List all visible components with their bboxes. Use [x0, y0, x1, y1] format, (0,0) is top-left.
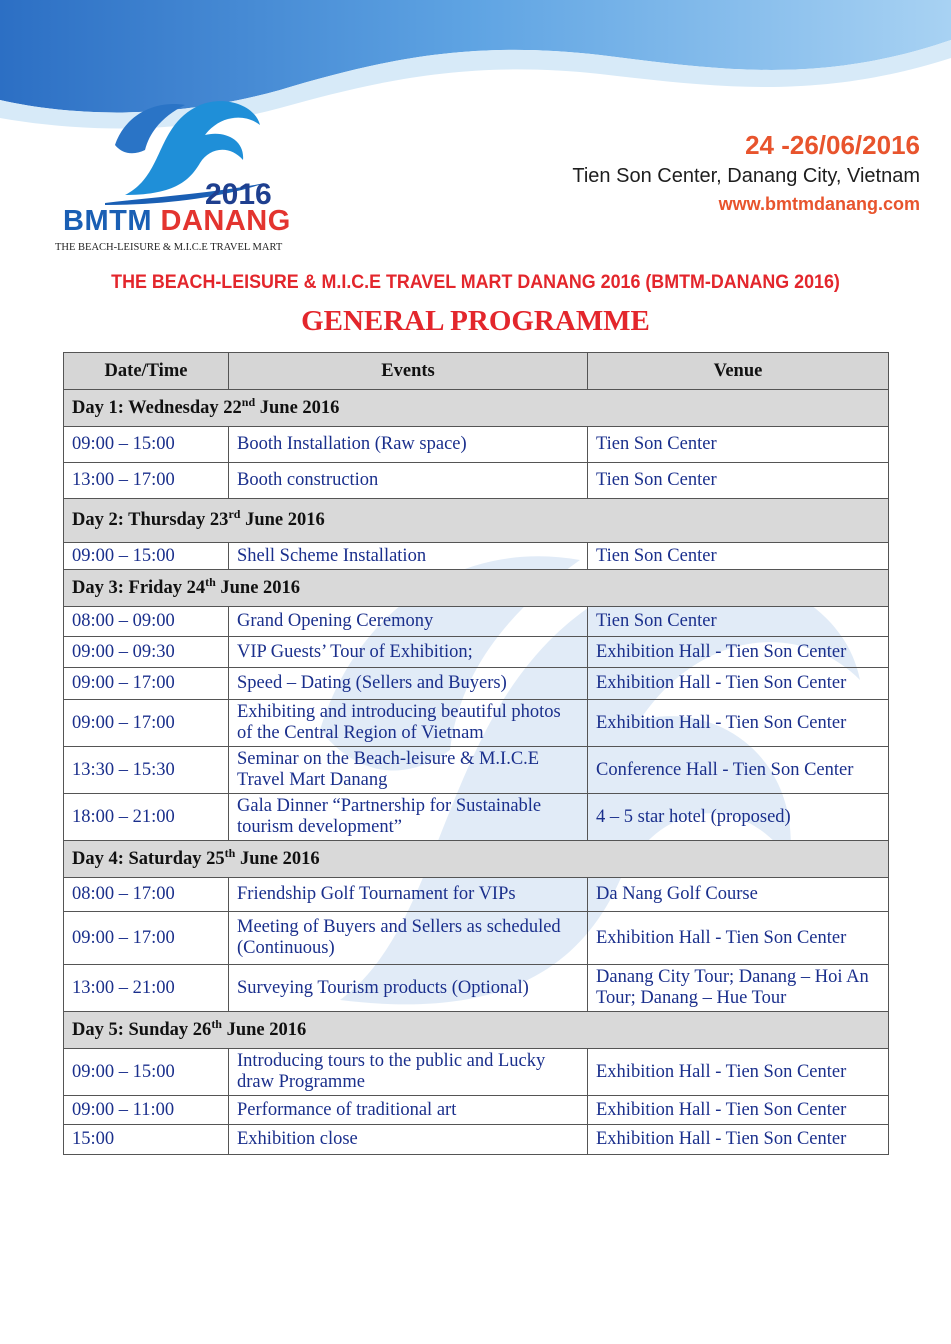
event-website: www.bmtmdanang.com: [718, 194, 920, 214]
day-label: [64, 499, 889, 543]
time-cell: 09:00 – 11:00: [64, 1096, 229, 1125]
day-label-text: Day 4: Saturday 25: [72, 848, 225, 869]
table-row: [64, 878, 889, 912]
day-label-ordinal: th: [211, 1016, 222, 1031]
venue-cell: Tien Son Center: [588, 427, 889, 463]
venue-cell: Exhibition Hall - Tien Son Center: [588, 1096, 889, 1125]
day-label: [64, 1012, 889, 1049]
table-row: [64, 668, 889, 700]
venue-cell: Exhibition Hall - Tien Son Center: [588, 912, 889, 965]
time-cell: 18:00 – 21:00: [64, 794, 229, 841]
time-cell: 09:00 – 17:00: [64, 912, 229, 965]
day-label: [64, 390, 889, 427]
table-row: [64, 1049, 889, 1096]
event-cell: Shell Scheme Installation: [229, 543, 588, 570]
event-info: [572, 128, 920, 218]
day-label-text: Day 5: Sunday 26: [72, 1019, 212, 1040]
time-cell: 13:00 – 17:00: [64, 463, 229, 499]
logo-name: [63, 205, 291, 238]
day-label-text: Day 2: Thursday 23: [72, 510, 229, 530]
venue-cell: Da Nang Golf Course: [588, 878, 889, 912]
event-cell: Exhibiting and introducing beautiful photos of the Central Region of Vietnam: [229, 700, 588, 747]
event-cell: Grand Opening Ceremony: [229, 607, 588, 637]
table-row: [64, 607, 889, 637]
time-cell: 13:00 – 21:00: [64, 965, 229, 1012]
day-label-text: Day 1: Wednesday 22: [72, 397, 242, 418]
day-label-month: June 2016: [240, 510, 325, 530]
logo-name-bmtm: BMTM: [63, 205, 161, 237]
table-row: [64, 1096, 889, 1125]
day-row: [64, 570, 889, 607]
venue-cell: Exhibition Hall - Tien Son Center: [588, 1049, 889, 1096]
table-row: [64, 747, 889, 794]
event-cell: Seminar on the Beach-leisure & M.I.C.E Travel Mart Danang: [229, 747, 588, 794]
day-label-ordinal: th: [205, 574, 216, 589]
day-label-ordinal: nd: [241, 394, 256, 409]
table-row: [64, 637, 889, 668]
document-subtitle: GENERAL PROGRAMME: [301, 305, 650, 337]
venue-cell: Danang City Tour; Danang – Hoi An Tour; Danang – Hue Tour: [588, 965, 889, 1012]
event-cell: Surveying Tourism products (Optional): [229, 965, 588, 1012]
table-row: [64, 965, 889, 1012]
day-row: [64, 841, 889, 878]
venue-cell: Exhibition Hall - Tien Son Center: [588, 637, 889, 668]
logo-tagline: THE BEACH-LEISURE & M.I.C.E TRAVEL MART: [55, 242, 283, 253]
table-row: [64, 463, 889, 499]
day-label-month: June 2016: [221, 1019, 307, 1040]
time-cell: 09:00 – 15:00: [64, 543, 229, 570]
event-cell: Gala Dinner “Partnership for Sustainable tourism development”: [229, 794, 588, 841]
event-dates: 24 -26/06/2016: [745, 130, 920, 160]
event-cell: Booth construction: [229, 463, 588, 499]
time-cell: 08:00 – 09:00: [64, 607, 229, 637]
time-cell: 15:00: [64, 1125, 229, 1155]
day-label-month: June 2016: [215, 577, 301, 598]
time-cell: 09:00 – 15:00: [64, 1049, 229, 1096]
time-cell: 08:00 – 17:00: [64, 878, 229, 912]
venue-cell: Conference Hall - Tien Son Center: [588, 747, 889, 794]
table-header-row: [64, 353, 889, 390]
column-header-events: Events: [229, 353, 588, 390]
venue-cell: Tien Son Center: [588, 607, 889, 637]
logo-year: 2016: [205, 178, 272, 211]
event-cell: Friendship Golf Tournament for VIPs: [229, 878, 588, 912]
time-cell: 09:00 – 17:00: [64, 700, 229, 747]
venue-cell: Tien Son Center: [588, 463, 889, 499]
event-cell: Performance of traditional art: [229, 1096, 588, 1125]
day-label-ordinal: th: [224, 845, 236, 860]
time-cell: 09:00 – 15:00: [64, 427, 229, 463]
column-header-venue: Venue: [588, 353, 889, 390]
venue-cell: 4 – 5 star hotel (proposed): [588, 794, 889, 841]
event-cell: VIP Guests’ Tour of Exhibition;: [229, 637, 588, 668]
document-title: THE BEACH-LEISURE & M.I.C.E TRAVEL MART DANANG 2016 (BMTM-DANANG 2016): [111, 272, 840, 293]
table-row: [64, 427, 889, 463]
venue-cell: Exhibition Hall - Tien Son Center: [588, 1125, 889, 1155]
day-row: [64, 390, 889, 427]
event-cell: Introducing tours to the public and Lucky draw Programme: [229, 1049, 588, 1096]
bmtm-logo: [50, 85, 290, 260]
table-row: [64, 912, 889, 965]
event-cell: Meeting of Buyers and Sellers as scheduled (Continuous): [229, 912, 588, 965]
table-row: [64, 1125, 889, 1155]
time-cell: 09:00 – 09:30: [64, 637, 229, 668]
day-row: [64, 1012, 889, 1049]
event-cell: Booth Installation (Raw space): [229, 427, 588, 463]
venue-cell: Tien Son Center: [588, 543, 889, 570]
day-label-month: June 2016: [235, 848, 320, 869]
day-label: [64, 841, 889, 878]
day-label: [64, 570, 889, 607]
venue-cell: Exhibition Hall - Tien Son Center: [588, 700, 889, 747]
time-cell: 09:00 – 17:00: [64, 668, 229, 700]
table-row: [64, 543, 889, 570]
event-venue: Tien Son Center, Danang City, Vietnam: [572, 165, 920, 187]
day-label-month: June 2016: [255, 397, 340, 418]
event-cell: Speed – Dating (Sellers and Buyers): [229, 668, 588, 700]
logo-name-danang: DANANG: [160, 205, 291, 237]
time-cell: 13:30 – 15:30: [64, 747, 229, 794]
day-row: [64, 499, 889, 543]
venue-cell: Exhibition Hall - Tien Son Center: [588, 668, 889, 700]
programme-table: [63, 352, 889, 1155]
table-row: [64, 794, 889, 841]
table-row: [64, 700, 889, 747]
day-label-ordinal: rd: [228, 506, 241, 521]
column-header-datetime: Date/Time: [64, 353, 229, 390]
event-cell: Exhibition close: [229, 1125, 588, 1155]
day-label-text: Day 3: Friday 24: [72, 577, 206, 598]
